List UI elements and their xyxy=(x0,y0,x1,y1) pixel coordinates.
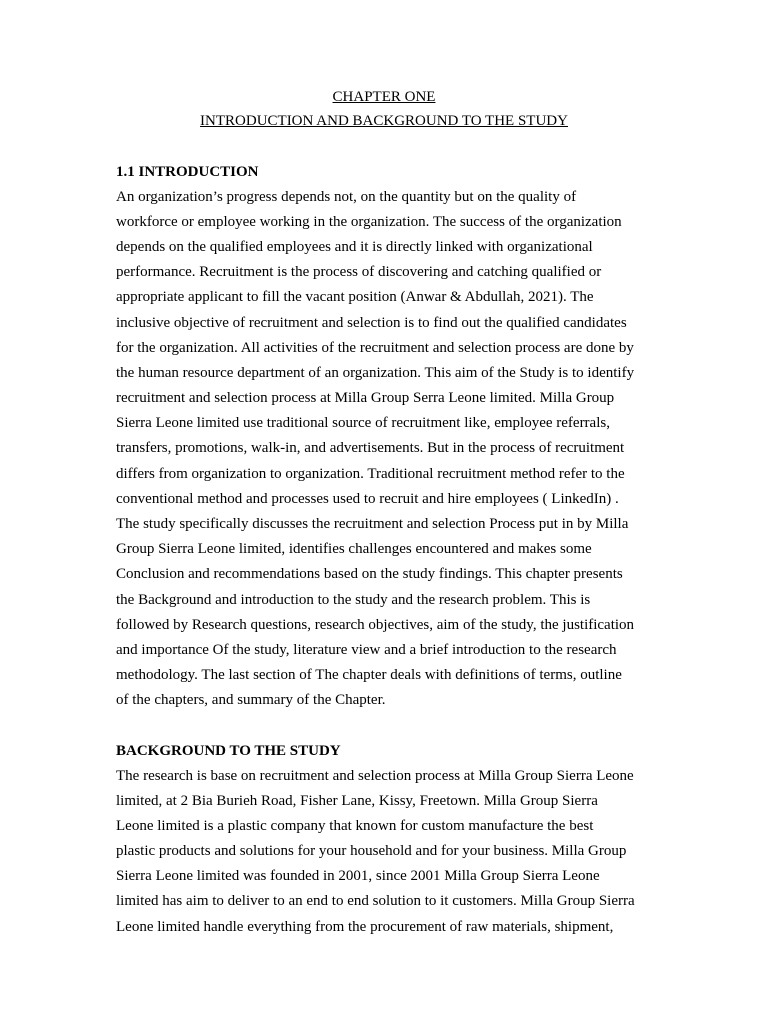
chapter-subtitle: INTRODUCTION AND BACKGROUND TO THE STUDY xyxy=(200,113,568,129)
paragraph-line: Sierra Leone limited use traditional source of recruitment like, employee referrals, xyxy=(116,415,610,431)
paragraph-line: workforce or employee working in the organization. The success of the organization xyxy=(116,214,622,230)
paragraph-line: the Background and introduction to the study and the research problem. This is xyxy=(116,592,591,608)
paragraph-line: inclusive objective of recruitment and selection is to find out the qualified candidates xyxy=(116,315,627,331)
paragraph-line: conventional method and processes used to recruit and hire employees ( LinkedIn) . xyxy=(116,491,619,507)
paragraph-line: appropriate applicant to fill the vacant position (Anwar & Abdullah, 2021). The xyxy=(116,289,594,305)
paragraph-line: differs from organization to organization. Traditional recruitment method refer to the xyxy=(116,466,625,482)
paragraph-line: followed by Research questions, research objectives, aim of the study, the justification xyxy=(116,617,635,633)
paragraph-line: depends on the qualified employees and it is directly linked with organizational xyxy=(116,239,593,255)
paragraph-line: Sierra Leone limited was founded in 2001, since 2001 Milla Group Sierra Leone xyxy=(116,868,600,884)
background-heading: BACKGROUND TO THE STUDY xyxy=(116,743,341,759)
paragraph-line: Conclusion and recommendations based on the study findings. This chapter presents xyxy=(116,566,623,582)
paragraph-line: The study specifically discusses the recruitment and selection Process put in by Milla xyxy=(116,516,629,532)
paragraph-line: for the organization. All activities of the recruitment and selection process are done by xyxy=(116,340,634,356)
paragraph-line: performance. Recruitment is the process of discovering and catching qualified or xyxy=(116,264,602,280)
paragraph-line: methodology. The last section of The chapter deals with definitions of terms, outline xyxy=(116,667,622,683)
introduction-heading: 1.1 INTRODUCTION xyxy=(116,164,259,180)
paragraph-line: The research is base on recruitment and selection process at Milla Group Sierra Leone xyxy=(116,768,634,784)
paragraph-line: Group Sierra Leone limited, identifies challenges encountered and makes some xyxy=(116,541,592,557)
paragraph-line: recruitment and selection process at Milla Group Serra Leone limited. Milla Group xyxy=(116,390,615,406)
paragraph-line: of the chapters, and summary of the Chapter. xyxy=(116,692,386,708)
paragraph-line: plastic products and solutions for your household and for your business. Milla Group xyxy=(116,843,627,859)
paragraph-line: transfers, promotions, walk-in, and advertisements. But in the process of recruitment xyxy=(116,440,625,456)
paragraph-line: the human resource department of an organization. This aim of the Study is to identify xyxy=(116,365,635,381)
paragraph-line: and importance Of the study, literature view and a brief introduction to the research xyxy=(116,642,617,658)
paragraph-line: Leone limited handle everything from the procurement of raw materials, shipment, xyxy=(116,919,614,935)
paragraph-line: limited, at 2 Bia Burieh Road, Fisher Lane, Kissy, Freetown. Milla Group Sierra xyxy=(116,793,598,809)
paragraph-line: An organization’s progress depends not, on the quantity but on the quality of xyxy=(116,189,577,205)
paragraph-line: Leone limited is a plastic company that known for custom manufacture the best xyxy=(116,818,594,834)
chapter-title: CHAPTER ONE xyxy=(332,89,436,105)
paragraph-line: limited has aim to deliver to an end to end solution to it customers. Milla Group Sierra xyxy=(116,893,635,909)
